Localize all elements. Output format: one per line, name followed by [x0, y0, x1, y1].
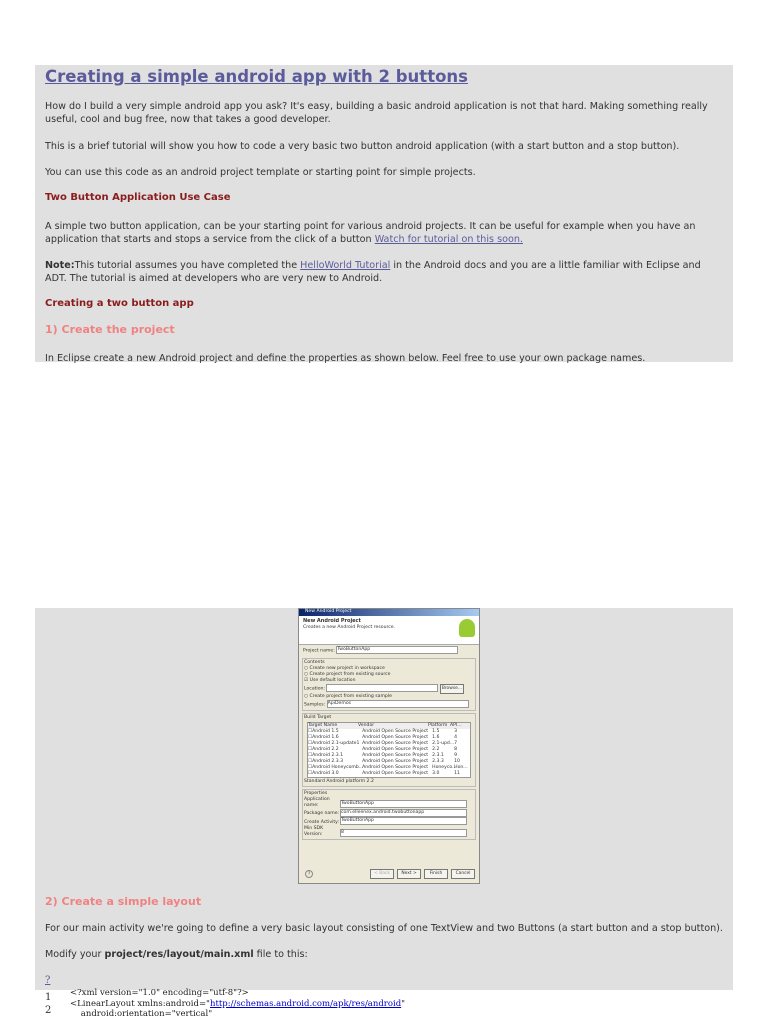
dialog-heading: New Android Project	[303, 618, 361, 624]
paragraph: In Eclipse create a new Android project and define the properties as shown below. Feel free to use your own package names.	[45, 353, 646, 364]
label: Create project from existing source	[309, 671, 391, 677]
target-cell: Android 2.2	[312, 746, 339, 752]
project-name-row	[299, 645, 479, 656]
paragraph	[45, 948, 725, 961]
minsdk-row	[304, 826, 474, 838]
minsdk-field: 8	[340, 829, 467, 837]
checkbox-icon: ☐	[308, 728, 313, 734]
radio-existing: ○ Create project from existing source	[304, 671, 391, 677]
project-name-field: TwoButtonApp	[336, 646, 458, 654]
label: Min SDK Version:	[304, 825, 324, 837]
app-name-row	[304, 797, 474, 809]
code-help-link[interactable]: ?	[45, 975, 51, 986]
target-cell: 4	[454, 734, 458, 740]
target-cell: Android Open Source Project	[362, 728, 429, 734]
app-name-field: TwoButtonApp	[340, 800, 467, 808]
label: Package name:	[304, 811, 340, 816]
dialog-header	[299, 616, 479, 645]
paragraph: This is a brief tutorial will show you how to code a very basic two button android application (with a start button and a stop button).	[45, 141, 680, 152]
code-line: android:orientation="vertical"	[70, 1009, 213, 1019]
new-android-project-dialog-screenshot	[298, 608, 480, 884]
target-cell: Hon...	[454, 764, 468, 770]
target-cell: 11	[454, 770, 460, 776]
column-header: Vendor	[358, 722, 375, 728]
back-button: < Back	[370, 869, 394, 879]
group-label: Properties	[304, 790, 328, 796]
dialog-subheading: Creates a new Android Project resource.	[303, 625, 396, 630]
target-cell: Android Open Source Project	[362, 734, 429, 740]
target-cell: 3	[454, 728, 458, 734]
label: Application name:	[304, 796, 330, 808]
target-cell: 3.0	[432, 770, 440, 776]
heading-step-2: 2) Create a simple layout	[45, 895, 202, 908]
target-cell: 1.6	[432, 734, 440, 740]
checkbox-icon: ☐	[308, 746, 313, 752]
label: Create new project in workspace	[309, 665, 385, 671]
label: Project name:	[303, 648, 335, 654]
package-field: com.elleenex.android.twobuttonapp	[340, 809, 467, 817]
target-cell: Android 1.5	[312, 728, 339, 734]
schema-link[interactable]: http://schemas.android.com/apk/res/android	[209, 999, 402, 1009]
finish-button: Finish	[424, 869, 448, 879]
target-cell: 9	[454, 752, 458, 758]
target-cell: 2.1-upd...	[432, 740, 455, 746]
target-description: Standard Android platform 2.2	[304, 778, 374, 784]
page-title[interactable]: Creating a simple android app with 2 buttons	[45, 67, 468, 86]
cancel-button: Cancel	[451, 869, 475, 879]
line-number: 1	[45, 992, 52, 1003]
target-cell: Android Open Source Project	[362, 758, 429, 764]
target-cell: 2.2	[432, 746, 440, 752]
checkbox-icon: ☐	[308, 740, 313, 746]
target-cell: Android Honeycomb...	[312, 764, 364, 770]
heading-step-1: 1) Create the project	[45, 323, 175, 336]
browse-button: Browse...	[440, 684, 464, 694]
package-row	[304, 809, 474, 818]
paragraph-text: file to this:	[253, 949, 308, 960]
note-text: in the Android docs and you are a little familiar with Eclipse and ADT. The tutorial is aimed at developers who are very new to Android.	[45, 260, 701, 284]
file-path: project/res/layout/main.xml	[104, 949, 254, 960]
build-target-group	[302, 713, 476, 787]
target-cell: Android 3.0	[312, 770, 339, 776]
code-line: <?xml version="1.0" encoding="utf-8"?>	[70, 988, 249, 998]
target-cell: Android 2.1-update1	[312, 740, 360, 746]
target-cell: 2.3.1	[432, 752, 444, 758]
next-button: Next >	[397, 869, 421, 879]
paragraph-text: A simple two button application, can be your starting point for various android projects. It can be useful for example when you have an application that starts and stops a service from the click of a button	[45, 221, 696, 245]
location-field	[326, 684, 438, 692]
paragraph: For our main activity we're going to define a very basic layout consisting of one TextView and two Buttons (a start button and a stop button).	[45, 923, 723, 934]
build-target-table	[307, 722, 471, 778]
dialog-title-bar: New Android Project	[299, 609, 479, 616]
target-cell: Android Open Source Project	[362, 740, 429, 746]
column-header: Platform	[428, 722, 448, 728]
heading-creating: Creating a two button app	[45, 298, 194, 309]
checkbox-default-location: ☑ Use default location	[304, 677, 356, 683]
activity-field: TwoButtonApp	[340, 817, 467, 825]
paragraph: How do I build a very simple android app you ask? It's easy, building a basic android application is not that hard. Making something really useful, cool and bug free, now that takes a good developer.	[45, 101, 708, 125]
code-text: <LinearLayout xmlns:android="	[70, 999, 210, 1009]
radio-new: ○ Create new project in workspace	[304, 665, 385, 671]
label: Create project from existing sample	[309, 694, 392, 699]
label: Create Activity:	[304, 819, 340, 825]
target-cell: Honeyco...	[432, 764, 457, 770]
group-label: Build Target	[304, 714, 332, 720]
note-text: This tutorial assumes you have completed the	[74, 260, 301, 271]
checkbox-icon: ☐	[308, 752, 313, 758]
location-row	[304, 684, 474, 695]
target-cell: Android Open Source Project	[362, 746, 429, 752]
activity-row	[304, 817, 474, 826]
target-cell: 10	[454, 758, 460, 764]
checkbox-icon: ☐	[308, 734, 313, 740]
label: Location:	[304, 686, 325, 691]
checkbox-icon: ☐	[308, 758, 313, 764]
checkbox-icon: ☐	[308, 770, 313, 776]
column-header: Target Name	[308, 722, 338, 728]
code-text: "	[401, 999, 406, 1009]
watch-tutorial-link[interactable]: Watch for tutorial on this soon.	[374, 234, 523, 245]
note-label: Note:	[45, 260, 75, 271]
heading-use-case: Two Button Application Use Case	[45, 192, 231, 203]
radio-sample: ○ Create project from existing sample	[304, 694, 392, 699]
paragraph: You can use this code as an android project template or starting point for simple projects.	[45, 167, 476, 178]
help-icon: ?	[305, 870, 313, 878]
target-cell: Android 1.6	[312, 734, 339, 740]
checkbox-icon: ☐	[308, 764, 313, 770]
target-cell: 1.5	[432, 728, 440, 734]
contents-group	[302, 658, 476, 711]
target-cell: 7	[454, 740, 458, 746]
target-cell: 8	[454, 746, 458, 752]
android-logo-icon	[459, 619, 475, 637]
samples-select: ApiDemos	[327, 700, 469, 708]
label: Samples:	[304, 702, 326, 708]
line-number: 2	[45, 1005, 52, 1016]
column-header: API...	[450, 722, 462, 728]
target-cell: Android Open Source Project	[362, 764, 429, 770]
samples-row	[304, 700, 474, 709]
target-cell: 2.3.3	[432, 758, 444, 764]
target-row	[308, 771, 470, 777]
label: Use default location	[309, 677, 356, 683]
paragraph	[45, 220, 725, 246]
paragraph-text: Modify your	[45, 949, 105, 960]
target-cell: Android 2.3.3	[312, 758, 344, 764]
group-label: Contents	[304, 659, 325, 665]
note-paragraph	[45, 259, 725, 285]
target-cell: Android Open Source Project	[362, 770, 429, 776]
target-cell: Android Open Source Project	[362, 752, 429, 758]
properties-group	[302, 789, 476, 840]
helloworld-tutorial-link[interactable]: HelloWorld Tutorial	[300, 260, 391, 271]
target-cell: Android 2.3.1	[312, 752, 344, 758]
